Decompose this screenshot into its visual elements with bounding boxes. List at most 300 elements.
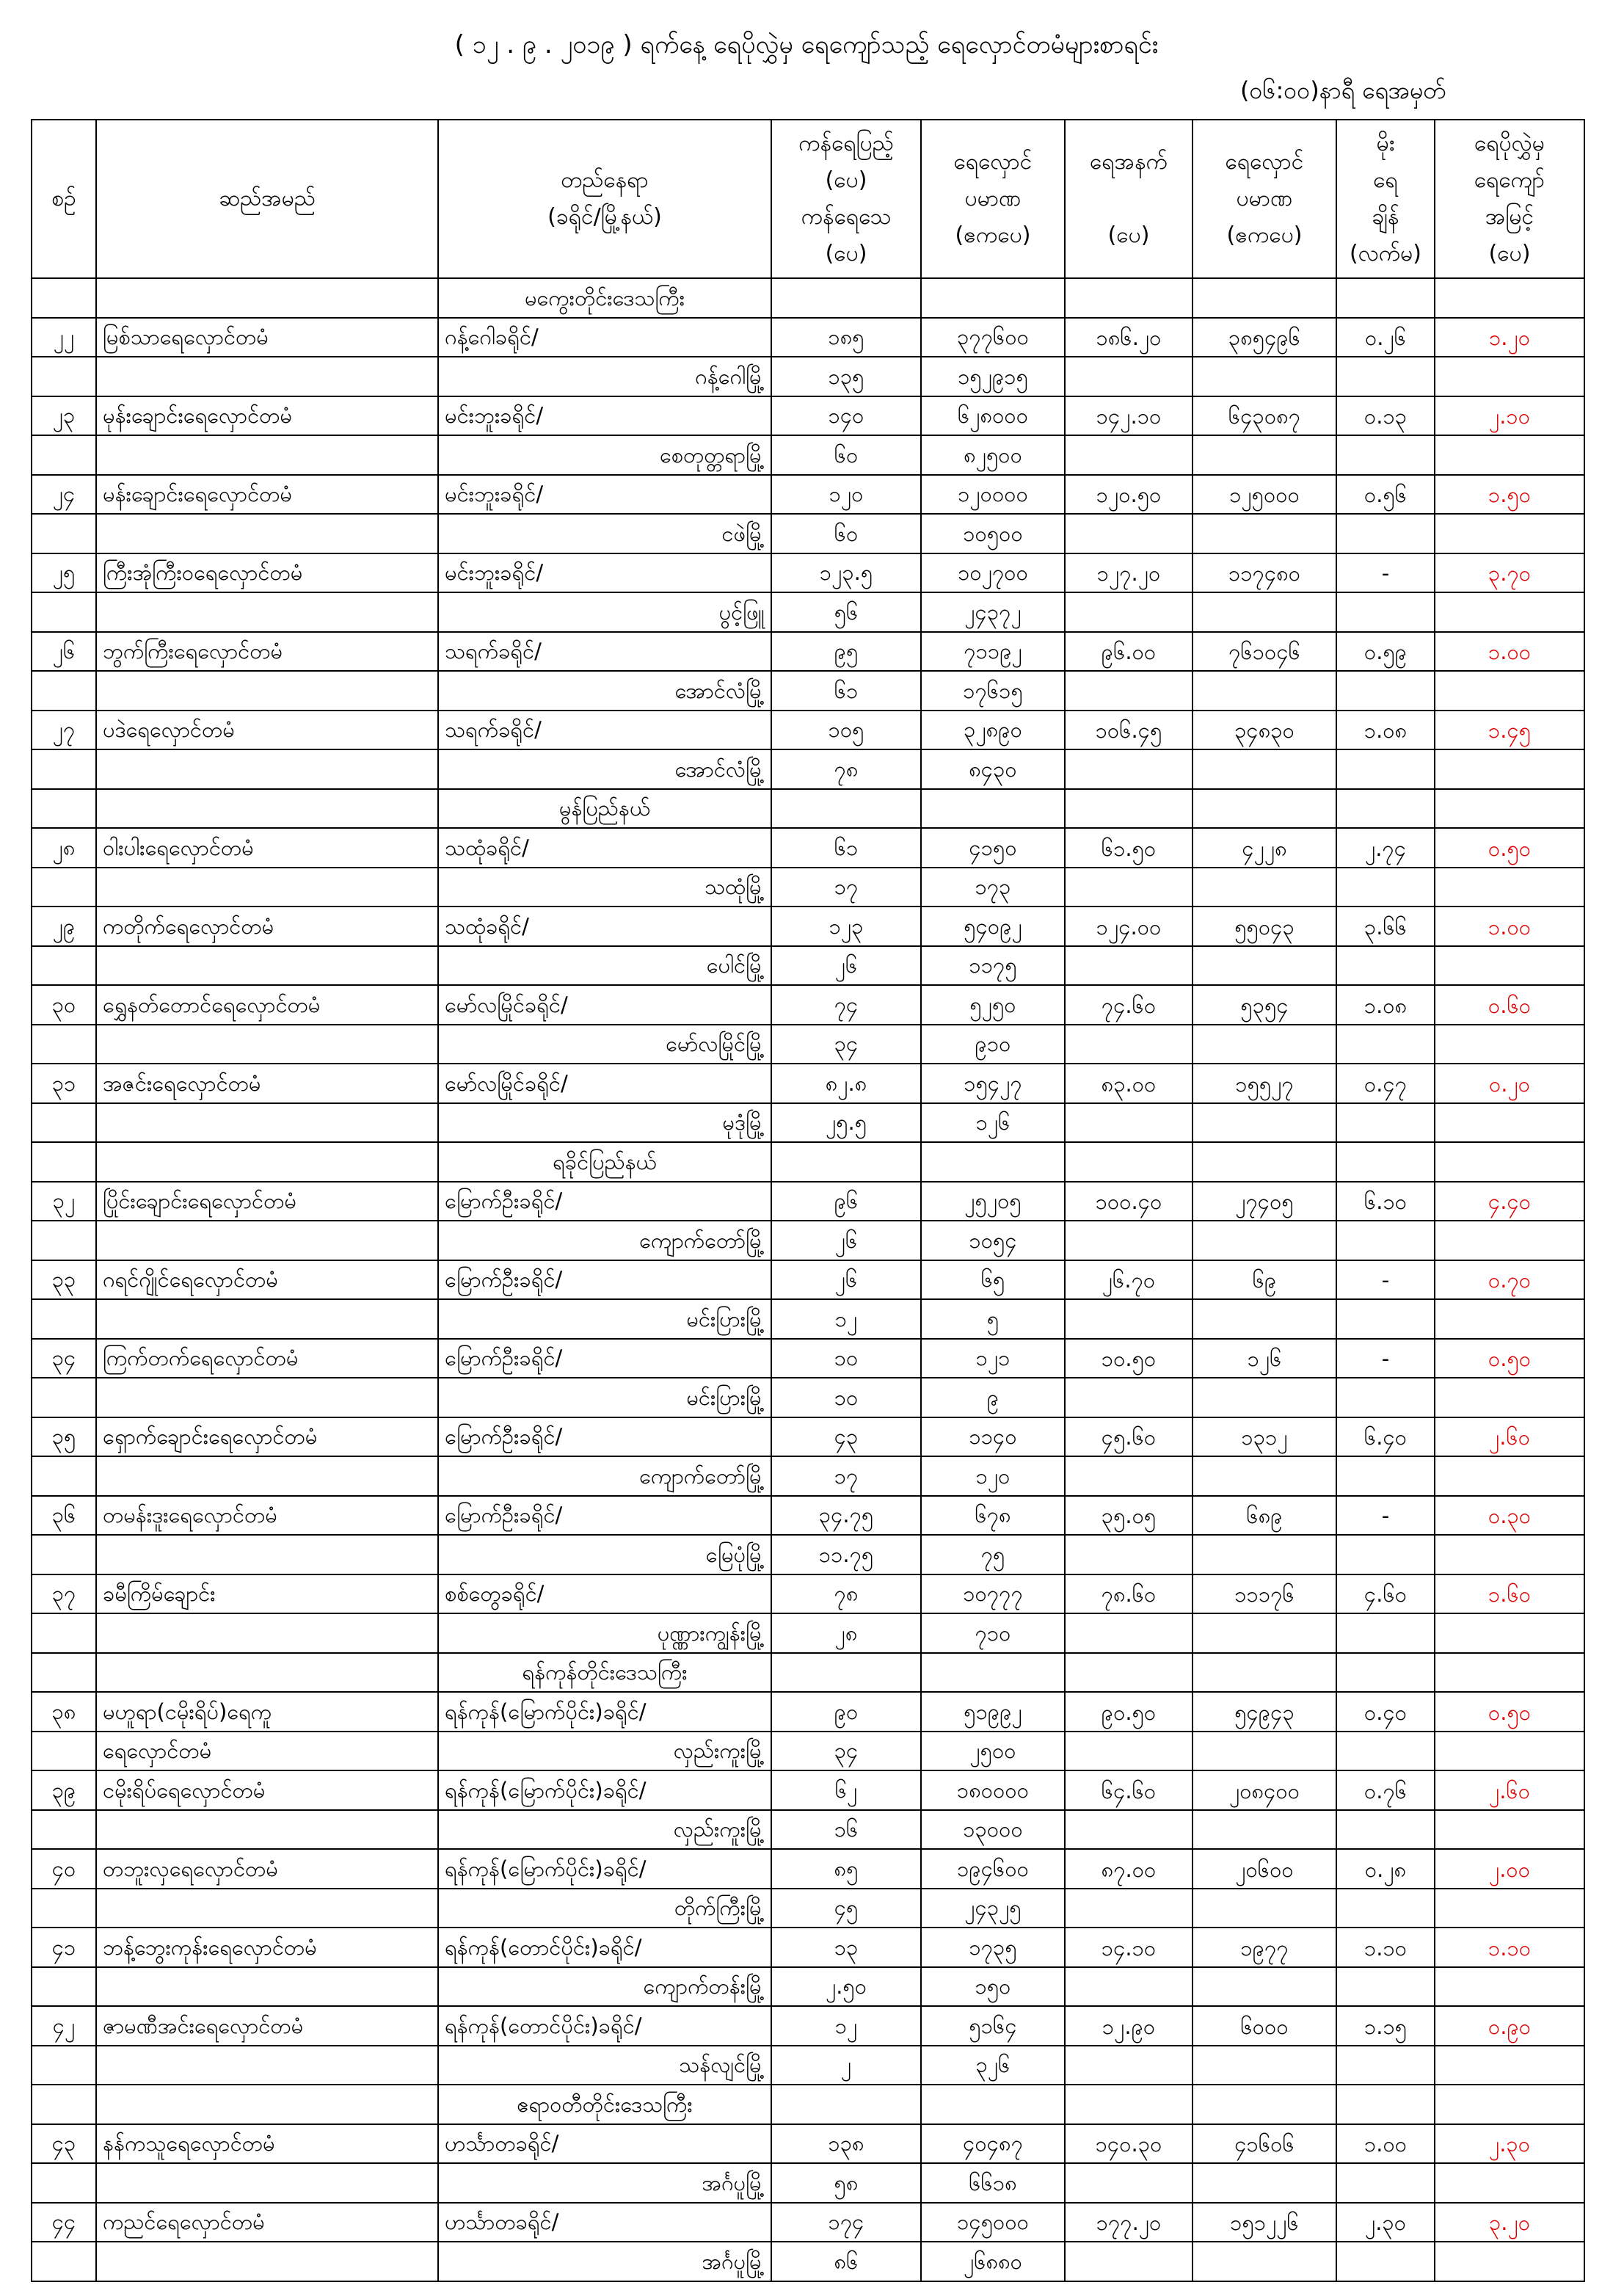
- table-row-sub: [32, 1378, 1584, 1417]
- empty-cell: [32, 1025, 96, 1064]
- empty-cell: [32, 1889, 96, 1928]
- empty-cell: [921, 1142, 1065, 1182]
- rainfall: ၂.၇၄: [1336, 828, 1435, 868]
- region-row: [32, 789, 1584, 829]
- district-name: ဂန့်ဂေါခရိုင်/: [438, 318, 771, 357]
- empty-cell: [32, 1535, 96, 1574]
- region-row: [32, 278, 1584, 318]
- dead-storage: ၈၄၃၀: [921, 749, 1065, 789]
- table-row-sub: [32, 1732, 1584, 1771]
- empty-cell: [1336, 1142, 1435, 1182]
- water-depth: ၁၀၆.၄၅: [1065, 711, 1193, 750]
- rainfall: -: [1336, 553, 1435, 593]
- empty-cell: [1065, 1535, 1193, 1574]
- empty-cell: [32, 435, 96, 475]
- full-storage: ၁၇၃၅: [921, 1928, 1065, 1967]
- rainfall: ၀.၄၇: [1336, 1064, 1435, 1103]
- district-name: ရန်ကုန်(တောင်ပိုင်း)ခရိုင်/: [438, 2006, 771, 2046]
- dam-name: တမန်းဒူးရေလှောင်တမံ: [96, 1496, 438, 1536]
- empty-cell: [32, 278, 96, 318]
- dead-level: ၁၃၅: [771, 357, 921, 396]
- district-name: မြောက်ဦးခရိုင်/: [438, 1182, 771, 1221]
- district-name: ရန်ကုန်(မြောက်ပိုင်း)ခရိုင်/: [438, 1692, 771, 1732]
- current-storage: ၁၅၅၂၇: [1193, 1064, 1336, 1103]
- empty-cell: [1193, 2163, 1336, 2203]
- empty-cell: [1435, 1535, 1584, 1574]
- empty-cell: [1336, 592, 1435, 632]
- empty-cell: [1435, 1025, 1584, 1064]
- district-name: မင်းဘူးခရိုင်/: [438, 396, 771, 436]
- full-level: ၁၂၃: [771, 907, 921, 946]
- current-storage: ၆၈၉: [1193, 1496, 1336, 1536]
- rainfall: ၃.၆၆: [1336, 907, 1435, 946]
- empty-cell: [96, 1810, 438, 1850]
- table-row-sub: [32, 1889, 1584, 1928]
- water-depth: ၁၄၀.၃၀: [1065, 2124, 1193, 2164]
- dead-level: ၆၁: [771, 671, 921, 711]
- dead-storage: ၁၁၇၅: [921, 946, 1065, 986]
- district-name: မြောက်ဦးခရိုင်/: [438, 1496, 771, 1536]
- rainfall: ၁.၁၀: [1336, 1928, 1435, 1967]
- empty-cell: [771, 2085, 921, 2124]
- full-storage: ၅၂၅၀: [921, 985, 1065, 1025]
- table-row: [32, 1574, 1584, 1614]
- rainfall: ၁.၁၅: [1336, 2006, 1435, 2046]
- table-row: [32, 1770, 1584, 1810]
- dam-name: ဝါးပါးရေလှောင်တမံ: [96, 828, 438, 868]
- empty-cell: [1193, 2242, 1336, 2281]
- empty-cell: [32, 1142, 96, 1182]
- empty-cell: [1193, 671, 1336, 711]
- township-name: အင်္ဂပူမြို့: [438, 2163, 771, 2203]
- water-depth: ၁၂၇.၂၀: [1065, 553, 1193, 593]
- overflow-height: ၀.၅၀: [1435, 1339, 1584, 1378]
- table-row: [32, 1182, 1584, 1221]
- row-number: ၂၉: [32, 907, 96, 946]
- empty-cell: [1065, 1299, 1193, 1339]
- empty-cell: [1336, 1456, 1435, 1496]
- district-name: မင်းဘူးခရိုင်/: [438, 553, 771, 593]
- rainfall: ၀.၁၃: [1336, 396, 1435, 436]
- township-name: ငဖဲမြို့: [438, 514, 771, 553]
- table-row: [32, 828, 1584, 868]
- water-depth: ၁၄.၁၀: [1065, 1928, 1193, 1967]
- full-level: ၈၂.၈: [771, 1064, 921, 1103]
- empty-cell: [96, 2163, 438, 2203]
- empty-cell: [1193, 1535, 1336, 1574]
- water-depth: ၁၀၀.၄၀: [1065, 1182, 1193, 1221]
- dam-name: ကတိုက်ရေလှောင်တမံ: [96, 907, 438, 946]
- empty-cell: [1065, 592, 1193, 632]
- dead-storage: ၃၂၆: [921, 2046, 1065, 2085]
- empty-cell: [1336, 1653, 1435, 1693]
- dead-level: ၂၅.၅: [771, 1103, 921, 1143]
- rainfall: ၁.၀၀: [1336, 2124, 1435, 2164]
- water-depth: ၇၄.၆၀: [1065, 985, 1193, 1025]
- table-row: [32, 2124, 1584, 2164]
- table-row: [32, 553, 1584, 593]
- row-number: ၃၇: [32, 1574, 96, 1614]
- rainfall: ၂.၃၀: [1336, 2203, 1435, 2242]
- empty-cell: [771, 789, 921, 829]
- empty-cell: [1435, 1967, 1584, 2007]
- empty-cell: [32, 868, 96, 907]
- dam-name: ပဒဲရေလှောင်တမံ: [96, 711, 438, 750]
- empty-cell: [96, 789, 438, 829]
- empty-cell: [921, 789, 1065, 829]
- full-level: ၇၈: [771, 1574, 921, 1614]
- overflow-height: ၁.၀၀: [1435, 907, 1584, 946]
- full-level: ၁၈၅: [771, 318, 921, 357]
- full-storage: ၁၄၅၀၀၀: [921, 2203, 1065, 2242]
- table-row-sub: [32, 2163, 1584, 2203]
- empty-cell: [96, 1967, 438, 2007]
- empty-cell: [1193, 749, 1336, 789]
- table-row: [32, 711, 1584, 750]
- empty-cell: [32, 514, 96, 553]
- dam-name: မန်းချောင်းရေလှောင်တမံ: [96, 475, 438, 515]
- empty-cell: [1336, 868, 1435, 907]
- row-number: ၃၁: [32, 1064, 96, 1103]
- dam-name: ရွှေနတ်တောင်ရေလှောင်တမံ: [96, 985, 438, 1025]
- empty-cell: [1065, 749, 1193, 789]
- current-storage: ၆၄၃၀၈၇: [1193, 396, 1336, 436]
- row-number: ၃၄: [32, 1339, 96, 1378]
- dead-storage: ၁၇၆၁၅: [921, 671, 1065, 711]
- dam-name: ပြိုင်းချောင်းရေလှောင်တမံ: [96, 1182, 438, 1221]
- empty-cell: [1336, 1810, 1435, 1850]
- empty-cell: [1435, 2242, 1584, 2281]
- full-storage: ၁၀၇၇၇: [921, 1574, 1065, 1614]
- water-depth: ၉၆.၀၀: [1065, 632, 1193, 672]
- current-storage: ၅၃၅၄: [1193, 985, 1336, 1025]
- district-name: မြောက်ဦးခရိုင်/: [438, 1417, 771, 1457]
- empty-cell: [1193, 2085, 1336, 2124]
- dead-level: ၁၁.၇၅: [771, 1535, 921, 1574]
- table-row: [32, 475, 1584, 515]
- township-name: ကျောက်တော်မြို့: [438, 1221, 771, 1260]
- empty-cell: [1193, 1967, 1336, 2007]
- overflow-height: ၀.၃၀: [1435, 1496, 1584, 1536]
- water-depth: ၁၀.၅၀: [1065, 1339, 1193, 1378]
- row-number: ၃၃: [32, 1260, 96, 1300]
- empty-cell: [32, 357, 96, 396]
- table-row-sub: [32, 514, 1584, 553]
- full-level: ၁၄၀: [771, 396, 921, 436]
- empty-cell: [1193, 592, 1336, 632]
- table-header-row: [32, 120, 1584, 278]
- table-row-sub: [32, 1456, 1584, 1496]
- empty-cell: [96, 749, 438, 789]
- empty-cell: [32, 1221, 96, 1260]
- empty-cell: [96, 868, 438, 907]
- dead-storage: ၁၅၂၉၁၅: [921, 357, 1065, 396]
- full-level: ၆၂: [771, 1770, 921, 1810]
- full-level: ၆၁: [771, 828, 921, 868]
- rainfall: ၆.၁၀: [1336, 1182, 1435, 1221]
- row-number: ၃၈: [32, 1692, 96, 1732]
- current-storage: ၄၂၂၈: [1193, 828, 1336, 868]
- current-storage: ၃၄၈၃၀: [1193, 711, 1336, 750]
- current-storage: ၁၅၁၂၂၆: [1193, 2203, 1336, 2242]
- township-name: အောင်လံမြို့: [438, 749, 771, 789]
- dam-name: ဇာမဏီအင်းရေလှောင်တမံ: [96, 2006, 438, 2046]
- dam-name: အဇင်းရေလှောင်တမံ: [96, 1064, 438, 1103]
- empty-cell: [96, 671, 438, 711]
- water-depth: ၁၂.၉၀: [1065, 2006, 1193, 2046]
- district-name: မော်လမြိုင်ခရိုင်/: [438, 985, 771, 1025]
- empty-cell: [1065, 1613, 1193, 1653]
- table-row-sub: [32, 1810, 1584, 1850]
- empty-cell: [96, 357, 438, 396]
- rainfall: ၀.၇၆: [1336, 1770, 1435, 1810]
- empty-cell: [96, 1299, 438, 1339]
- current-storage: ၂၀၆၀၀: [1193, 1849, 1336, 1889]
- rainfall: ၁.၀၈: [1336, 985, 1435, 1025]
- district-name: စစ်တွေခရိုင်/: [438, 1574, 771, 1614]
- empty-cell: [1435, 1810, 1584, 1850]
- dead-storage: ၅: [921, 1299, 1065, 1339]
- dead-level: ၂၆: [771, 946, 921, 986]
- dead-storage: ၁၂၀: [921, 1456, 1065, 1496]
- dead-storage: ၁၂၆: [921, 1103, 1065, 1143]
- rainfall: ၆.၄၀: [1336, 1417, 1435, 1457]
- empty-cell: [1193, 1613, 1336, 1653]
- full-storage: ၄၀၄၈၇: [921, 2124, 1065, 2164]
- district-name: သရက်ခရိုင်/: [438, 632, 771, 672]
- dead-level: ၂: [771, 2046, 921, 2085]
- empty-cell: [32, 671, 96, 711]
- township-name: အောင်လံမြို့: [438, 671, 771, 711]
- dam-name: ကြီးအုံကြီးဝရေလှောင်တမံ: [96, 553, 438, 593]
- empty-cell: [32, 592, 96, 632]
- empty-cell: [1435, 671, 1584, 711]
- full-level: ၁၃၈: [771, 2124, 921, 2164]
- current-storage: ၁၁၁၇၆: [1193, 1574, 1336, 1614]
- district-name: မင်းဘူးခရိုင်/: [438, 475, 771, 515]
- township-name: အင်္ဂပူမြို့: [438, 2242, 771, 2281]
- empty-cell: [1065, 868, 1193, 907]
- township-name: သန်လျင်မြို့: [438, 2046, 771, 2085]
- empty-cell: [96, 1103, 438, 1143]
- header-full-dead-level: ကန်ရေပြည့် (ပေ) ကန်ရေသေ (ပေ): [771, 120, 921, 278]
- empty-cell: [1435, 868, 1584, 907]
- dead-storage: ၂၅၀၀: [921, 1732, 1065, 1771]
- empty-cell: [32, 2085, 96, 2124]
- header-storage-capacity: ရေလှောင် ပမာဏ (ဧကပေ): [921, 120, 1065, 278]
- empty-cell: [1336, 671, 1435, 711]
- full-level: ၉၆: [771, 1182, 921, 1221]
- rainfall: -: [1336, 1496, 1435, 1536]
- empty-cell: [1435, 1613, 1584, 1653]
- row-number: ၂၅: [32, 553, 96, 593]
- current-storage: ၁၂၅၀၀၀: [1193, 475, 1336, 515]
- overflow-height: ၂.၆၀: [1435, 1417, 1584, 1457]
- empty-cell: [1065, 1142, 1193, 1182]
- empty-cell: [1193, 1732, 1336, 1771]
- empty-cell: [32, 946, 96, 986]
- empty-cell: [96, 1613, 438, 1653]
- current-storage: ၂၀၈၄၀၀: [1193, 1770, 1336, 1810]
- header-no: စဉ်: [32, 120, 96, 278]
- rainfall: ၀.၅၉: [1336, 632, 1435, 672]
- district-name: ရန်ကုန်(မြောက်ပိုင်း)ခရိုင်/: [438, 1849, 771, 1889]
- empty-cell: [1336, 2163, 1435, 2203]
- full-level: ၁၀၅: [771, 711, 921, 750]
- overflow-height: ၁.၆၀: [1435, 1574, 1584, 1614]
- row-number: ၃၆: [32, 1496, 96, 1536]
- full-storage: ၁၉၄၆၀၀: [921, 1849, 1065, 1889]
- dam-name: မဟူရာ(ငမိုးရိပ်)ရေကူ: [96, 1692, 438, 1732]
- overflow-height: ၀.၇၀: [1435, 1260, 1584, 1300]
- empty-cell: [1193, 514, 1336, 553]
- empty-cell: [96, 1653, 438, 1693]
- district-name: မော်လမြိုင်ခရိုင်/: [438, 1064, 771, 1103]
- full-storage: ၁၂၁: [921, 1339, 1065, 1378]
- full-level: ၃၄.၇၅: [771, 1496, 921, 1536]
- empty-cell: [1193, 868, 1336, 907]
- header-name: ဆည်အမည်: [96, 120, 438, 278]
- dead-storage: ၆၆၁၈: [921, 2163, 1065, 2203]
- empty-cell: [32, 2242, 96, 2281]
- full-level: ၇၄: [771, 985, 921, 1025]
- township-name: ပေါင်မြို့: [438, 946, 771, 986]
- dead-level: ၁၆: [771, 1810, 921, 1850]
- current-storage: ၂၇၄၀၅: [1193, 1182, 1336, 1221]
- header-rainfall: မိုး ရေ ချိန် (လက်မ): [1336, 120, 1435, 278]
- empty-cell: [771, 278, 921, 318]
- table-row: [32, 396, 1584, 436]
- empty-cell: [32, 749, 96, 789]
- page-title: ( ၁၂ . ၉ . ၂၀၁၉ ) ရက်နေ့ ရေပိုလွှဲမှ ရေကျော်သည့် ရေလှောင်တမံများစာရင်း: [454, 30, 1159, 59]
- empty-cell: [1435, 2163, 1584, 2203]
- full-level: ၉၅: [771, 632, 921, 672]
- empty-cell: [96, 592, 438, 632]
- water-depth: ၃၅.၀၅: [1065, 1496, 1193, 1536]
- overflow-height: ၁.၁၀: [1435, 1928, 1584, 1967]
- table-row-sub: [32, 435, 1584, 475]
- full-storage: ၁၅၄၂၇: [921, 1064, 1065, 1103]
- empty-cell: [96, 946, 438, 986]
- empty-cell: [1065, 435, 1193, 475]
- empty-cell: [1435, 1142, 1584, 1182]
- current-storage: ၁၉၇၇: [1193, 1928, 1336, 1967]
- empty-cell: [32, 1299, 96, 1339]
- township-name: မော်လမြိုင်မြို့: [438, 1025, 771, 1064]
- overflow-height: ၀.၉၀: [1435, 2006, 1584, 2046]
- empty-cell: [1336, 2085, 1435, 2124]
- empty-cell: [1193, 1221, 1336, 1260]
- empty-cell: [1336, 1889, 1435, 1928]
- dead-storage: ၂၄၃၇၂: [921, 592, 1065, 632]
- empty-cell: [1435, 592, 1584, 632]
- empty-cell: [96, 2046, 438, 2085]
- empty-cell: [1435, 278, 1584, 318]
- table-row: [32, 1064, 1584, 1103]
- dead-level: ၁၇: [771, 1456, 921, 1496]
- dam-name: ဂရင်ဂျိုင်ရေလှောင်တမံ: [96, 1260, 438, 1300]
- header-overflow-height: ရေပိုလွှဲမှ ရေကျော် အမြင့် (ပေ): [1435, 120, 1584, 278]
- dead-level: ၃၄: [771, 1732, 921, 1771]
- table-row-sub: [32, 1299, 1584, 1339]
- water-depth: ၁၂၄.၀၀: [1065, 907, 1193, 946]
- empty-cell: [1065, 1653, 1193, 1693]
- rainfall: -: [1336, 1260, 1435, 1300]
- table-row-sub: [32, 671, 1584, 711]
- rainfall: ၁.၀၈: [1336, 711, 1435, 750]
- row-number: ၂၂: [32, 318, 96, 357]
- district-name: ရန်ကုန်(တောင်ပိုင်း)ခရိုင်/: [438, 1928, 771, 1967]
- dead-level: ၄၅: [771, 1889, 921, 1928]
- region-name: ရန်ကုန်တိုင်းဒေသကြီး: [438, 1653, 771, 1693]
- table-row: [32, 1928, 1584, 1967]
- region-row: [32, 1142, 1584, 1182]
- water-depth: ၁၂၀.၅၀: [1065, 475, 1193, 515]
- empty-cell: [32, 2046, 96, 2085]
- township-name: ကျောက်တန်းမြို့: [438, 1967, 771, 2007]
- empty-cell: [32, 1967, 96, 2007]
- row-number: ၂၄: [32, 475, 96, 515]
- full-level: ၁၇၄: [771, 2203, 921, 2242]
- table-row-sub: [32, 357, 1584, 396]
- dead-level: ၁၇: [771, 868, 921, 907]
- empty-cell: [1065, 1221, 1193, 1260]
- full-storage: ၅၄၀၉၂: [921, 907, 1065, 946]
- dam-name: တဘူးလှရေလှောင်တမံ: [96, 1849, 438, 1889]
- table-row-sub: [32, 1535, 1584, 1574]
- empty-cell: [1435, 2085, 1584, 2124]
- empty-cell: [1193, 1025, 1336, 1064]
- full-storage: ၇၁၁၉၂: [921, 632, 1065, 672]
- dam-name: ကြက်တက်ရေလှောင်တမံ: [96, 1339, 438, 1378]
- empty-cell: [96, 1142, 438, 1182]
- empty-cell: [1065, 1889, 1193, 1928]
- dead-level: ၂.၅၀: [771, 1967, 921, 2007]
- dam-name: မုန်းချောင်းရေလှောင်တမံ: [96, 396, 438, 436]
- township-name: လှည်းကူးမြို့: [438, 1732, 771, 1771]
- overflow-height: ၀.၅၀: [1435, 828, 1584, 868]
- row-number: ၄၂: [32, 2006, 96, 2046]
- table-row: [32, 907, 1584, 946]
- empty-cell: [96, 1221, 438, 1260]
- empty-cell: [1065, 946, 1193, 986]
- empty-cell: [1065, 1456, 1193, 1496]
- empty-cell: [1435, 1299, 1584, 1339]
- dead-storage: ၁၃၀၀၀: [921, 1810, 1065, 1850]
- full-level: ၈၅: [771, 1849, 921, 1889]
- full-storage: ၁၂၀၀၀၀: [921, 475, 1065, 515]
- current-storage: ၆၉: [1193, 1260, 1336, 1300]
- empty-cell: [1336, 1221, 1435, 1260]
- empty-cell: [1065, 1378, 1193, 1417]
- table-row: [32, 632, 1584, 672]
- full-level: ၁၂၀: [771, 475, 921, 515]
- full-storage: ၄၁၅၀: [921, 828, 1065, 868]
- empty-cell: [32, 1378, 96, 1417]
- overflow-height: ၄.၄၀: [1435, 1182, 1584, 1221]
- empty-cell: [1336, 1025, 1435, 1064]
- dead-storage: ၁၇၃: [921, 868, 1065, 907]
- full-storage: ၁၈၀၀၀၀: [921, 1770, 1065, 1810]
- dead-level: ၁၂: [771, 1299, 921, 1339]
- current-storage: ၁၃၁၂: [1193, 1417, 1336, 1457]
- district-name: မြောက်ဦးခရိုင်/: [438, 1339, 771, 1378]
- empty-cell: [1336, 514, 1435, 553]
- empty-cell: [1193, 1810, 1336, 1850]
- region-name: မွန်ပြည်နယ်: [438, 789, 771, 829]
- empty-cell: [1336, 1535, 1435, 1574]
- empty-cell: [1336, 1378, 1435, 1417]
